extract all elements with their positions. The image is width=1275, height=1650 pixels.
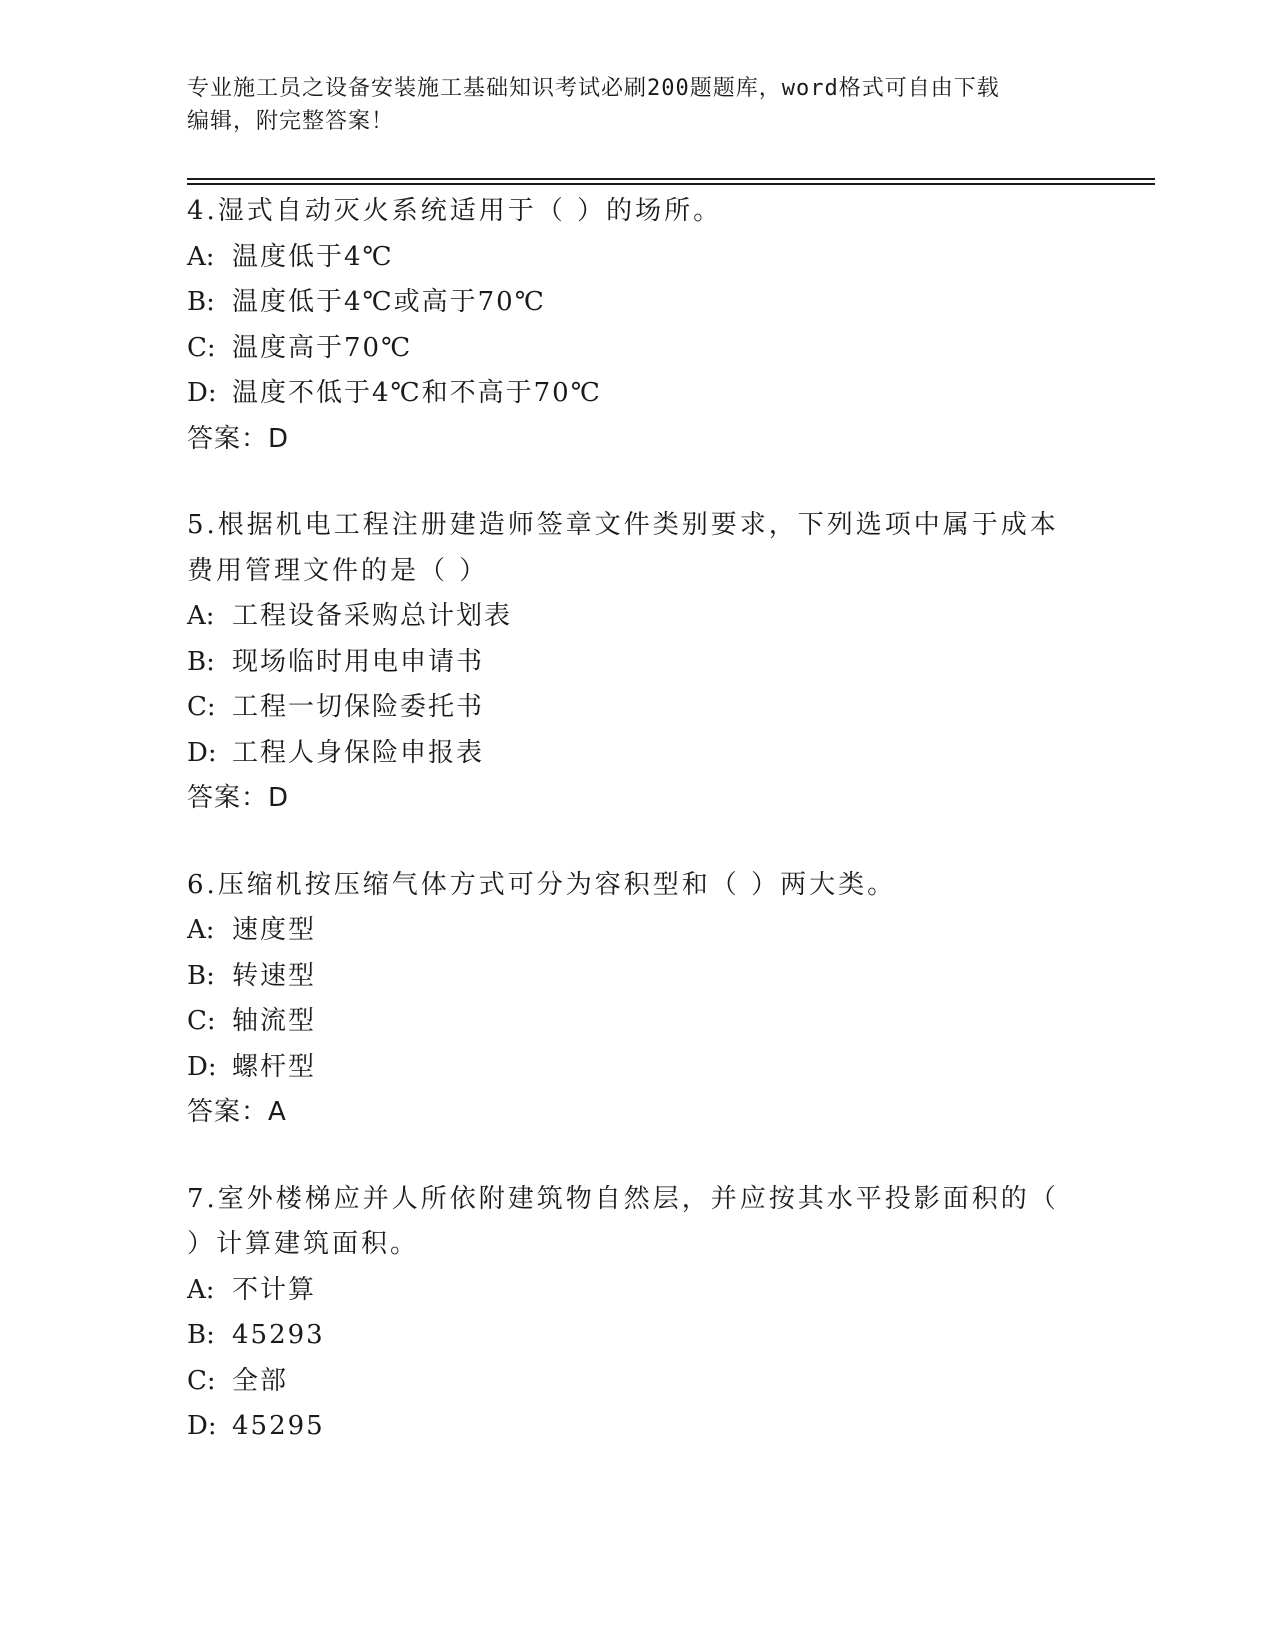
header-rule-bottom: [187, 183, 1155, 185]
option-text: 螺杆型: [232, 1051, 317, 1082]
option-text: 现场临时用电申请书: [232, 646, 485, 677]
header-line-2: 编辑，附完整答案！: [187, 109, 395, 134]
option-letter: C:: [187, 1365, 216, 1396]
option-c: [187, 999, 1067, 1045]
option-d: [187, 1045, 1067, 1091]
option-letter: C:: [187, 692, 216, 722]
header-rule-top: [187, 178, 1155, 180]
option-text: 温度不低于4℃和不高于70℃: [232, 378, 602, 408]
option-letter: A:: [187, 241, 215, 272]
header-line-1: 专业施工员之设备安装施工基础知识考试必刷200题题库，word格式可自由下载: [187, 76, 1000, 101]
option-letter: B:: [187, 960, 215, 991]
option-d: [187, 1404, 1067, 1450]
option-b: [187, 280, 1067, 326]
option-text: 工程一切保险委托书: [232, 692, 485, 722]
option-text: 工程设备采购总计划表: [232, 601, 513, 631]
option-a: [187, 1268, 1067, 1314]
option-b: [187, 1313, 1067, 1359]
option-text: 轴流型: [232, 1006, 317, 1036]
answer: 答案：A: [187, 1097, 287, 1127]
option-text: 45293: [232, 1320, 325, 1350]
option-a: [187, 235, 1067, 281]
option-a: [187, 594, 1067, 640]
option-letter: A:: [187, 915, 215, 945]
option-text: 45295: [232, 1411, 325, 1441]
document-header: [187, 72, 1077, 138]
question-text: 4.湿式自动灭火系统适用于（ ）的场所。: [187, 196, 723, 226]
option-text: 全部: [232, 1365, 289, 1396]
option-b: [187, 640, 1067, 686]
option-letter: C:: [187, 1006, 216, 1036]
option-c: [187, 685, 1067, 731]
option-d: [187, 371, 1067, 417]
option-text: 温度低于4℃或高于70℃: [232, 287, 546, 317]
option-a: [187, 908, 1067, 954]
option-c: [187, 326, 1067, 372]
option-letter: A:: [187, 601, 215, 631]
question-4: [187, 189, 1067, 462]
option-b: [187, 954, 1067, 1000]
option-d: [187, 731, 1067, 777]
option-letter: B:: [187, 1320, 215, 1350]
question-5: [187, 503, 1067, 822]
option-letter: C:: [187, 332, 216, 363]
question-text: 7.室外楼梯应并人所依附建筑物自然层，并应按其水平投影面积的（ ）计算建筑面积。: [187, 1183, 1059, 1259]
option-letter: D:: [187, 737, 217, 768]
option-letter: D:: [187, 1051, 217, 1082]
question-text: 6.压缩机按压缩气体方式可分为容积型和（ ）两大类。: [187, 869, 897, 900]
option-letter: D:: [187, 1411, 217, 1441]
option-letter: A:: [187, 1274, 215, 1305]
option-text: 速度型: [232, 915, 317, 945]
question-text: 5.根据机电工程注册建造师签章文件类别要求，下列选项中属于成本费用管理文件的是（ ）: [187, 510, 1059, 586]
question-6: [187, 863, 1067, 1136]
question-list: [187, 189, 1067, 1491]
option-c: [187, 1359, 1067, 1405]
option-text: 温度高于70℃: [232, 332, 413, 363]
option-letter: B:: [187, 646, 215, 677]
answer: 答案：D: [187, 423, 290, 454]
option-letter: B:: [187, 287, 215, 317]
option-letter: D:: [187, 378, 217, 408]
answer: 答案：D: [187, 783, 290, 813]
question-7: [187, 1177, 1067, 1450]
option-text: 不计算: [232, 1274, 317, 1305]
option-text: 转速型: [232, 960, 317, 991]
option-text: 工程人身保险申报表: [232, 737, 485, 768]
option-text: 温度低于4℃: [232, 241, 394, 272]
